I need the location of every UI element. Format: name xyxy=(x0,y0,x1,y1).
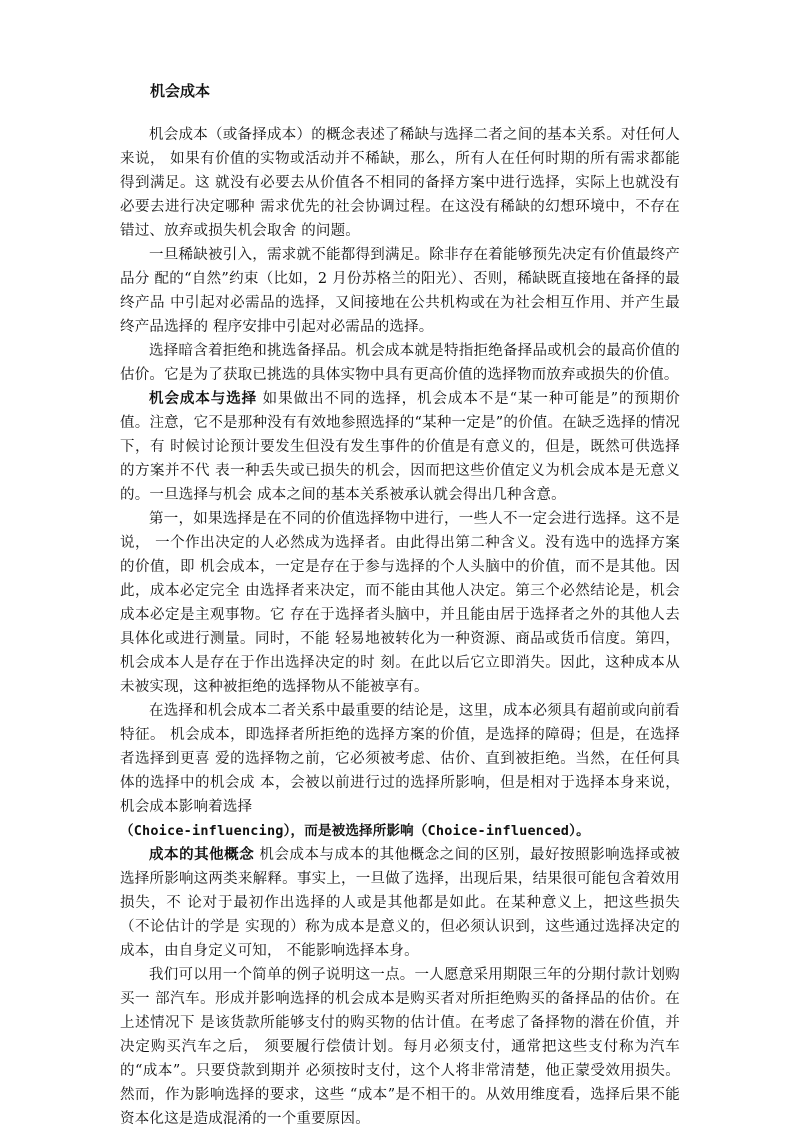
paragraph-opportunity-cost-and-choice xyxy=(120,387,680,507)
paragraph xyxy=(120,339,680,387)
paragraph xyxy=(120,243,680,339)
paragraph-text: 机会成本（或备择成本）的概念表述了稀缺与选择二者之间的基本关系。对任何人来说， 如果有价值的实物或活动并不稀缺，那么，所有人在任何时期的所有需求都能得到满足。这 就没有必要去从价值各不相同的备择方案中进行选择，实际上也就没有必要去进行决定哪种 需求优先的社会协调过程。在这没有稀缺的幻想环境中，不存在错过、放弃或损失机会取舍 的问题。 xyxy=(120,127,680,239)
paragraph xyxy=(120,963,680,1131)
paragraph xyxy=(120,123,680,243)
paragraph-text: 第一，如果选择是在不同的价值选择物中进行，一些人不一定会进行选择。这不是说， 一个作出决定的人必然成为选择者。由此得出第二种含义。没有选中的选择方案的价值，即 机会成本，一定是存在于参与选择的个人头脑中的价值，而不是其他。因此，成本必定完全 由选择者来决定，而不能由其他人决定。第三个必然结论是，机会成本必定是主观事物。它 存在于选择者头脑中，并且能由居于选择者之外的其他人去具体化或进行测量。同时，不能 轻易地被转化为一种资源、商品或货币信度。第四，机会成本人是存在于作出选择决定的时 刻。在此以后它立即消失。因此，这种成本从未被实现，这种被拒绝的选择物从不能被享有。 xyxy=(120,511,680,695)
paragraph-text: 机会成本与成本的其他概念之间的区别，最好按照影响选择或被选择所影响这两类来解释。事实上，一旦做了选择，出现后果，结果很可能包含着效用损失，不 论对于最初作出选择的人或是其他都是如此。在某种意义上，把这些损失（不论估计的学是 实现的）称为成本是意义的，但必须认识到，这些通过选择决定的成本，由自身定义可知， 不能影响选择本身。 xyxy=(120,847,680,959)
paragraph-text: 在选择和机会成本二者关系中最重要的结论是，这里，成本必须具有超前或向前看特征。 机会成本，即选择者所拒绝的选择方案的价值，是选择的障碍；但是，在选择者选择到更喜 爱的选择物之前，它必须被考虑、估价、直到被拒绝。当然，在任何具体的选择中的机会成 本，会被以前进行过的选择所影响，但是相对于选择本身来说，机会成本影响着选择 xyxy=(120,703,680,815)
section-heading-opportunity-cost-and-choice: 机会成本与选择 xyxy=(149,390,258,407)
document-body xyxy=(120,123,680,1131)
section-heading-other-cost-concepts: 成本的其他概念 xyxy=(149,846,255,863)
paragraph-text: 选择暗含着拒绝和挑选备择品。机会成本就是特指拒绝备择品或机会的最高价值的估价。它是为了获取已挑选的具体实物中具有更高价值的选择物而放弃或损失的价值。 xyxy=(120,343,680,383)
page-title: 机会成本 xyxy=(150,82,211,100)
paragraph-text: 一旦稀缺被引入，需求就不能都得到满足。除非存在着能够预先决定有价值最终产品分 配的“自然”约束（比如，2 月份苏格兰的阳光）、否则，稀缺既直接地在备择的最终产品 中引起对必需品的选择，又间接地在公共机构或在为社会相互作用、并产生最终产品选择的 程序安排中引起对必需品的选择。 xyxy=(120,247,680,335)
paragraph-choice-terms xyxy=(120,819,680,843)
paragraph-text: （Choice-influencing），而是被选择所影响（Choice-influenced）。 xyxy=(120,823,590,839)
paragraph xyxy=(120,699,680,819)
paragraph-text: 如果做出不同的选择，机会成本不是“某一种可能是”的预期价值。注意，它不是那种没有有效地参照选择的“某种一定是”的价值。在缺乏选择的情况下，有 时候讨论预计要发生但没有发生事件的价值是有意义的，但是，既然可供选择的方案并不代 表一种丢失或已损失的机会，因而把这些价值定义为机会成本是无意义的。一旦选择与机会 成本之间的基本关系被承认就会得出几种含意。 xyxy=(120,391,680,503)
paragraph-other-cost-concepts xyxy=(120,843,680,963)
paragraph-text: 我们可以用一个简单的例子说明这一点。一人愿意采用期限三年的分期付款计划购买一 部汽车。形成并影响选择的机会成本是购买者对所拒绝购买的备择品的估价。在上述情况下 是该货款所能够支付的购买物的估计值。在考虑了备择物的潜在价值，并决定购买汽车之后， 须要履行偿债计划。每月必须支付，通常把这些支付称为汽车的“成本”。只要贷款到期并 必须按时支付，这个人将非常清楚，他正蒙受效用损失。然而，作为影响选择的要求，这些 “成本”是不相干的。从效用维度看，选择后果不能资本化这是造成混淆的一个重要原因。 xyxy=(120,967,680,1127)
paragraph xyxy=(120,507,680,699)
